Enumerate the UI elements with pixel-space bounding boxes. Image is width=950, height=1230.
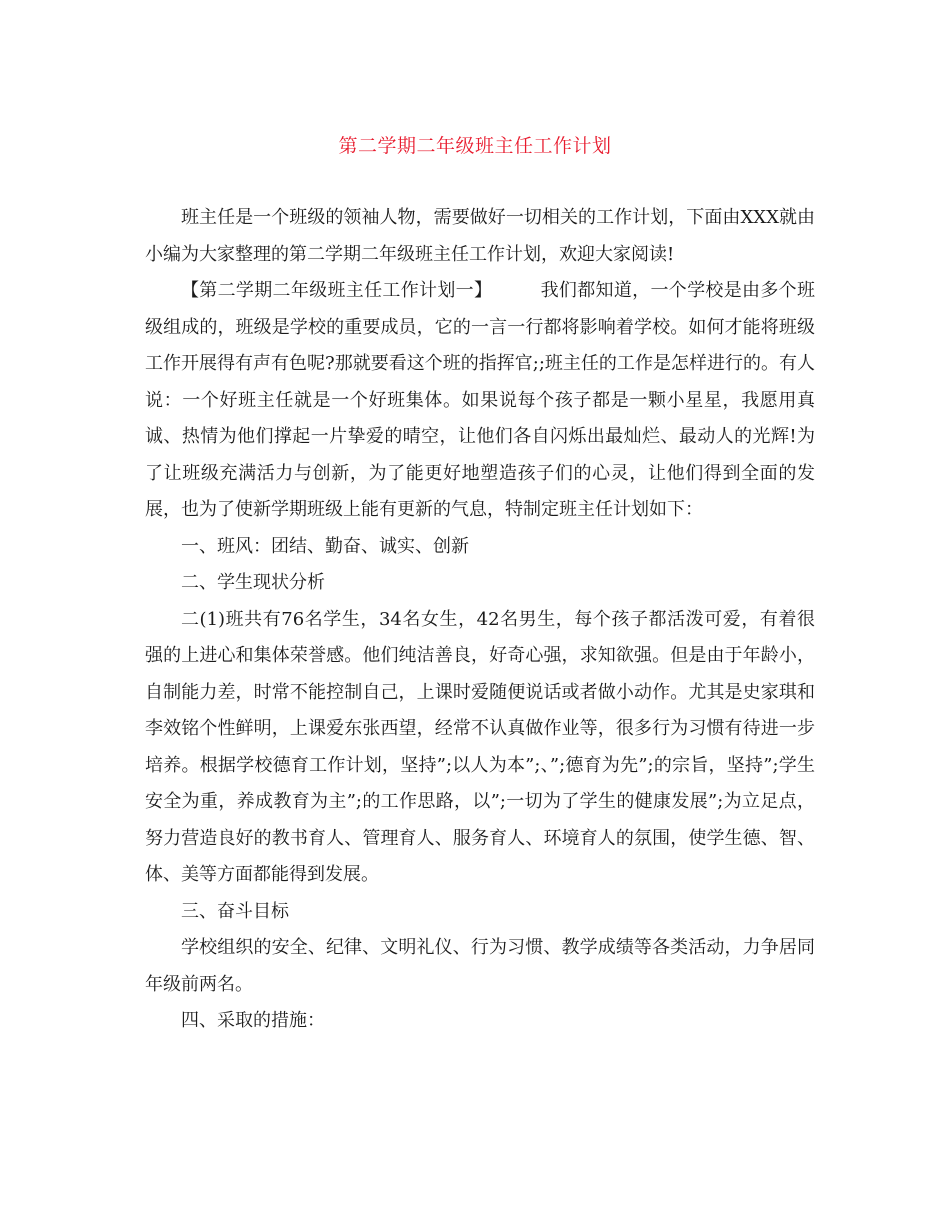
section3-paragraph: 学校组织的安全、纪律、文明礼仪、行为习惯、教学成绩等各类活动，力争居同年级前两名。 bbox=[145, 937, 815, 995]
plan1-text: 我们都知道，一个学校是由多个班级组成的，班级是学校的重要成员，它的一言一行都将影响着学校。如何才能将班级工作开展得有声有色呢?那就要看这个班的指挥官;;班主任的工作是怎样进行的。有人说：一个好班主任就是一个好班集体。如果说每个孩子都是一颗小星星，我愿用真诚、热情为他们撑起一片挚爱的晴空，让他们各自闪烁出最灿烂、最动人的光辉!为了让班级充满活力与创新，为了能更好地塑造孩子们的心灵，让他们得到全面的发展，也为了使新学期班级上能有更新的气息，特制定班主任计划如下： bbox=[145, 280, 815, 520]
section3-heading: 三、奋斗目标 bbox=[181, 900, 289, 922]
section4-heading: 四、采取的措施： bbox=[181, 1010, 325, 1031]
plan1-paragraph bbox=[145, 273, 815, 529]
section2-heading: 二、学生现状分析 bbox=[181, 572, 325, 593]
section1-heading: 一、班风：团结、勤奋、诚实、创新 bbox=[181, 535, 469, 557]
document-body bbox=[145, 200, 815, 1040]
plan1-heading: 【第二学期二年级班主任工作计划一】 bbox=[181, 280, 493, 301]
document-title: 第二学期二年级班主任工作计划 bbox=[338, 135, 612, 157]
section2-paragraph: 二(1)班共有76名学生，34名女生，42名男生，每个孩子都活泼可爱，有着很强的上进心和集体荣誉感。他们纯洁善良，好奇心强，求知欲强。但是由于年龄小，自制能力差，时常不能控制自己，上课时爱随便说话或者做小动作。尤其是史家琪和李效铭个性鲜明，上课爱东张西望，经常不认真做作业等，很多行为习惯有待进一步培养。根据学校德育工作计划，坚持”;以人为本”;、”;德育为先”;的宗旨，坚持”;学生安全为重，养成教育为主”;的工作思路，以”;一切为了学生的健康发展”;为立足点，努力营造良好的教书育人、管理育人、服务育人、环境育人的氛围，使学生德、智、体、美等方面都能得到发展。 bbox=[145, 608, 815, 885]
intro-paragraph: 班主任是一个班级的领袖人物，需要做好一切相关的工作计划，下面由XXX就由小编为大家整理的第二学期二年级班主任工作计划，欢迎大家阅读! bbox=[145, 207, 815, 265]
